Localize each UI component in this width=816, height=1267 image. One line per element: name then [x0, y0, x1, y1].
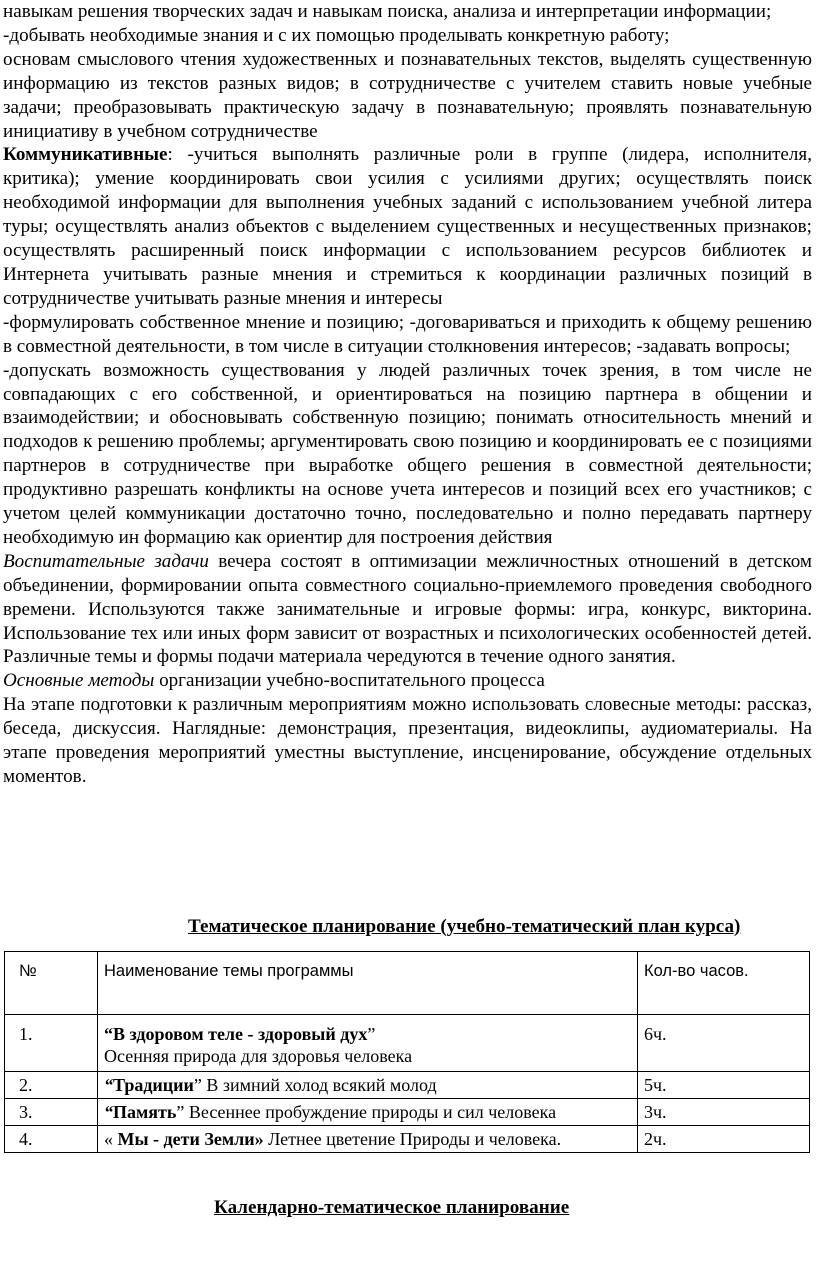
row-topic	[98, 1126, 638, 1153]
calendar-planning-heading: Календарно-тематическое планирование	[214, 1197, 570, 1218]
main-methods-label: Основные методы	[3, 670, 155, 692]
row-hours: 2ч.	[638, 1126, 810, 1153]
paragraph-opinion: -формулировать собственное мнение и позицию; -договариваться и приходить к общему решению в совместной деятельности, в том числе в ситуации столкновения интересов; -задавать вопросы;	[3, 311, 812, 357]
quote-close: ”	[367, 1024, 376, 1044]
paragraph-main-methods	[3, 669, 812, 693]
topic-subtitle: В зимний холод всякий молод	[201, 1075, 437, 1095]
row-number: 3.	[5, 1099, 98, 1126]
educational-tasks-text: вечера состоят в оптимизации межличностных отношений в детском объединении, формировании опыта совместного социально-приемлемого проведения свободного времени. Используются также занимательные и игровые формы: игра, конкурс, викторина. Использование тех или иных форм зависит от возрастных и психологических особенностей детей. Различные темы и формы подачи материала чередуются в течение одного занятия.	[3, 550, 812, 668]
table-row	[5, 1015, 810, 1072]
header-topic: Наименование темы программы	[98, 952, 638, 1015]
quote-open: «	[104, 1129, 118, 1149]
topic-subtitle: Летнее цветение Природы и человека.	[263, 1129, 562, 1149]
table-row	[5, 1126, 810, 1153]
row-number: 4.	[5, 1126, 98, 1153]
table-header-row	[5, 952, 810, 1015]
header-number: №	[5, 952, 98, 1015]
quote-open: “	[104, 1075, 113, 1095]
row-hours: 6ч.	[638, 1015, 810, 1072]
paragraph-methods-detail: На этапе подготовки к различным мероприятиям можно использовать словесные методы: рассказ, беседа, дискуссия. Наглядные: демонстрация, презентация, видеоклипы, аудиоматериалы. На этапе проведения мероприятий уместны выступление, инсценирование, обсуждение отдельных моментов.	[3, 694, 812, 787]
main-methods-text: организации учебно-воспитательного процесса	[154, 670, 545, 692]
educational-tasks-label: Воспитательные задачи	[3, 550, 209, 572]
quote-open: “	[104, 1024, 113, 1044]
thematic-planning-heading: Тематическое планирование (учебно-тематический план курса)	[188, 916, 741, 937]
table-row	[5, 1072, 810, 1099]
row-topic	[98, 1072, 638, 1099]
topic-title: В здоровом теле - здоровый дух	[113, 1024, 368, 1044]
row-hours: 5ч.	[638, 1072, 810, 1099]
topic-title: Память	[113, 1102, 177, 1122]
row-topic	[98, 1099, 638, 1126]
row-hours: 3ч.	[638, 1099, 810, 1126]
paragraph-skills: навыкам решения творческих задач и навыкам поиска, анализа и интерпретации информации;	[3, 1, 772, 22]
quote-open: “	[104, 1102, 113, 1122]
topic-subtitle: Осенняя природа для здоровья человека	[104, 1046, 413, 1066]
topic-title: Традиции	[113, 1075, 194, 1095]
thematic-plan-table	[4, 951, 810, 1153]
topic-title: Мы - дети Земли	[117, 1129, 255, 1149]
paragraph-obtain-knowledge: -добывать необходимые знания и с их помощью проделывать конкретную работу;	[3, 24, 670, 46]
communicative-label: Коммуникативные	[3, 144, 168, 166]
paragraph-educational-tasks	[3, 550, 812, 670]
row-topic	[98, 1015, 638, 1072]
quote-close: »	[254, 1129, 264, 1149]
paragraph-reading: основам смыслового чтения художественных и познавательных текстов, выделять существенную информацию из текстов разных видов; в сотрудничестве с учителем ставить новые учебные задачи; преобразовывать практическую задачу в познавательную; проявлять познавательную инициативу в учебном сотрудничестве	[3, 48, 812, 142]
quote-close: ”	[176, 1102, 185, 1122]
table-row	[5, 1099, 810, 1126]
paragraph-communicative	[3, 143, 812, 310]
topic-subtitle: Весеннее пробуждение природы и сил человека	[184, 1102, 557, 1122]
row-number: 1.	[5, 1015, 98, 1072]
header-hours: Кол-во часов.	[638, 952, 810, 1015]
quote-close: ”	[193, 1075, 202, 1095]
paragraph-viewpoints: -допускать возможность существования у людей различных точек зрения, в том числе не совпадающих с его собственной, и ориентироваться на позицию партнера в общении и взаимодействии; и обосновывать собственную позицию; понимать относительность мнений и подходов к решению проблемы; аргументировать свою позицию и координировать ее с позициями партнеров в сотрудничестве при выработке общего решения в совместной деятельности; продуктивно разрешать конфликты на основе учета интересов и позиций всех его участников; с учетом целей коммуникации достаточно точно, последовательно и полно передавать партнеру необходимую ин формацию как ориентир для построения действия	[3, 359, 812, 548]
communicative-text: : -учиться выполнять различные роли в группе (лидера, исполнителя, критика); умение координировать свои усилия с усилиями других; осуществлять поиск необходимой информации для выполнения учебных заданий с использованием учебной литера туры; осуществлять анализ объектов с выделением существенных и несущественных признаков; осуществлять расширенный поиск информации с использованием ресурсов библиотек и Интернета учитывать разные мнения и стремиться к координации различных позиций в сотрудничестве учитывать разные мнения и интересы	[3, 144, 812, 309]
row-number: 2.	[5, 1072, 98, 1099]
